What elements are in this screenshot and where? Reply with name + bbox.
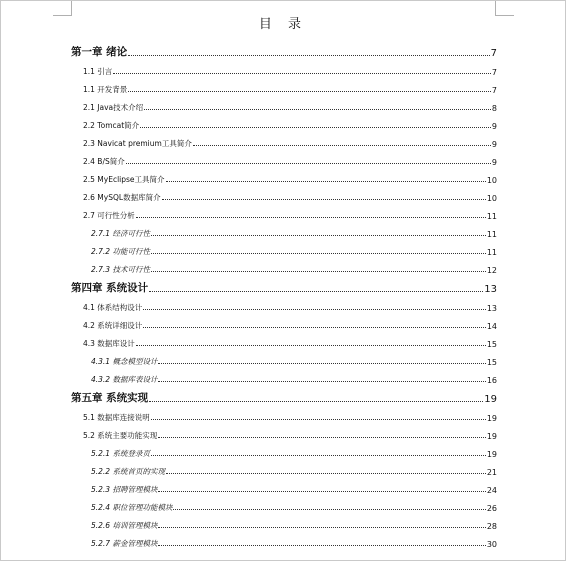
toc-entry[interactable] bbox=[71, 95, 497, 113]
toc-entry[interactable] bbox=[71, 295, 497, 313]
toc-page-number: 13 bbox=[484, 284, 497, 295]
toc-dot-leader bbox=[128, 55, 489, 56]
toc-entry[interactable] bbox=[71, 77, 497, 95]
toc-dot-leader bbox=[151, 235, 486, 236]
toc-page-number: 24 bbox=[486, 486, 497, 495]
toc-dot-leader bbox=[126, 163, 491, 164]
toc-entry[interactable] bbox=[71, 257, 497, 275]
toc-dot-leader bbox=[128, 91, 491, 92]
toc-entry[interactable] bbox=[71, 167, 497, 185]
toc-entry[interactable] bbox=[71, 239, 497, 257]
toc-entry-text: 1.1 引言 bbox=[83, 67, 113, 76]
toc-dot-leader bbox=[151, 253, 486, 254]
toc-entry-text: 2.7.2 功能可行性 bbox=[91, 247, 150, 256]
toc-entry[interactable] bbox=[71, 441, 497, 459]
toc-page-number: 19 bbox=[486, 450, 497, 459]
toc-dot-leader bbox=[158, 527, 485, 528]
toc-page-number: 7 bbox=[491, 86, 497, 95]
toc-entry[interactable] bbox=[71, 459, 497, 477]
toc-dot-leader bbox=[158, 545, 485, 546]
toc-page-number: 15 bbox=[486, 340, 497, 349]
toc-page-number: 9 bbox=[491, 158, 497, 167]
toc-entry-text: 2.7.3 技术可行性 bbox=[91, 265, 150, 274]
toc-entry[interactable] bbox=[71, 513, 497, 531]
toc-dot-leader bbox=[151, 419, 486, 420]
toc-entry-text: 第一章 绪论 bbox=[71, 46, 128, 58]
toc-entry[interactable] bbox=[71, 313, 497, 331]
toc-dot-leader bbox=[144, 109, 491, 110]
toc-entry[interactable] bbox=[71, 477, 497, 495]
toc-entry[interactable] bbox=[71, 39, 497, 59]
toc-entry-text: 5.2.7 薪金管理模块 bbox=[91, 539, 158, 548]
toc-entry[interactable] bbox=[71, 131, 497, 149]
toc-page-number: 21 bbox=[486, 468, 497, 477]
toc-entry-text: 5.2.6 培训管理模块 bbox=[91, 521, 158, 530]
toc-page-number: 9 bbox=[491, 140, 497, 149]
toc-page-number: 28 bbox=[486, 522, 497, 531]
toc-page-number: 9 bbox=[491, 122, 497, 131]
toc-entry[interactable] bbox=[71, 221, 497, 239]
toc-entry-text: 2.7 可行性分析 bbox=[83, 211, 135, 220]
toc-page-number: 14 bbox=[486, 322, 497, 331]
toc-entry-text: 5.2.1 系统登录页 bbox=[91, 449, 150, 458]
toc-entry-text: 4.3 数据库设计 bbox=[83, 339, 135, 348]
toc-dot-leader bbox=[166, 181, 486, 182]
toc-entry-text: 5.2.2 系统首页的实现 bbox=[91, 467, 165, 476]
table-of-contents bbox=[71, 39, 497, 549]
toc-entry-text: 第五章 系统实现 bbox=[71, 392, 149, 404]
toc-dot-leader bbox=[173, 509, 485, 510]
toc-entry[interactable] bbox=[71, 149, 497, 167]
toc-page-number: 16 bbox=[486, 376, 497, 385]
toc-entry-text: 5.2.4 职位管理功能模块 bbox=[91, 503, 173, 512]
toc-entry[interactable] bbox=[71, 531, 497, 549]
toc-dot-leader bbox=[158, 381, 485, 382]
toc-page-number: 11 bbox=[486, 230, 497, 239]
toc-page-number: 30 bbox=[486, 540, 497, 549]
toc-dot-leader bbox=[113, 73, 491, 74]
toc-dot-leader bbox=[136, 217, 486, 218]
toc-entry[interactable] bbox=[71, 203, 497, 221]
toc-dot-leader bbox=[193, 145, 491, 146]
toc-dot-leader bbox=[151, 271, 486, 272]
toc-dot-leader bbox=[151, 455, 486, 456]
toc-entry-text: 2.3 Navicat premium工具简介 bbox=[83, 139, 192, 148]
toc-page-number: 19 bbox=[486, 414, 497, 423]
toc-entry-text: 5.2 系统主要功能实现 bbox=[83, 431, 158, 440]
toc-page-number: 19 bbox=[486, 432, 497, 441]
toc-entry-text: 5.2.3 招聘管理模块 bbox=[91, 485, 158, 494]
toc-entry[interactable] bbox=[71, 349, 497, 367]
toc-entry-text: 4.1 体系结构设计 bbox=[83, 303, 143, 312]
toc-entry[interactable] bbox=[71, 59, 497, 77]
toc-dot-leader bbox=[158, 437, 486, 438]
toc-entry-text: 1.1 开发背景 bbox=[83, 85, 128, 94]
toc-dot-leader bbox=[149, 401, 483, 402]
toc-page-number: 15 bbox=[486, 358, 497, 367]
toc-entry-text: 第四章 系统设计 bbox=[71, 282, 149, 294]
toc-entry-text: 2.7.1 经济可行性 bbox=[91, 229, 150, 238]
toc-page-number: 8 bbox=[491, 104, 497, 113]
toc-dot-leader bbox=[140, 127, 491, 128]
toc-page-number: 11 bbox=[486, 212, 497, 221]
toc-entry-text: 4.3.1 概念模型设计 bbox=[91, 357, 158, 366]
toc-page-number: 10 bbox=[486, 194, 497, 203]
toc-dot-leader bbox=[149, 291, 483, 292]
toc-entry-text: 2.5 MyEclipse工具简介 bbox=[83, 175, 165, 184]
toc-entry-text: 4.2 系统详细设计 bbox=[83, 321, 143, 330]
toc-entry[interactable] bbox=[71, 185, 497, 203]
toc-entry[interactable] bbox=[71, 113, 497, 131]
toc-entry-text: 5.1 数据库连接说明 bbox=[83, 413, 150, 422]
toc-entry[interactable] bbox=[71, 367, 497, 385]
toc-page-number: 12 bbox=[486, 266, 497, 275]
toc-entry-text: 2.4 B/S简介 bbox=[83, 157, 125, 166]
toc-dot-leader bbox=[143, 327, 486, 328]
toc-dot-leader bbox=[143, 309, 486, 310]
toc-page-number: 13 bbox=[486, 304, 497, 313]
toc-entry-text: 2.6 MySQL数据库简介 bbox=[83, 193, 161, 202]
toc-entry[interactable] bbox=[71, 423, 497, 441]
toc-dot-leader bbox=[166, 473, 486, 474]
toc-page-number: 7 bbox=[491, 68, 497, 77]
toc-entry[interactable] bbox=[71, 385, 497, 405]
toc-dot-leader bbox=[158, 491, 485, 492]
toc-entry-text: 2.1 Java技术介绍 bbox=[83, 103, 144, 112]
toc-title: 目 录 bbox=[258, 17, 308, 32]
toc-entry-text: 2.2 Tomcat简介 bbox=[83, 121, 140, 130]
toc-entry-text: 4.3.2 数据库表设计 bbox=[91, 375, 158, 384]
toc-page-number: 19 bbox=[484, 394, 497, 405]
toc-page-number: 10 bbox=[486, 176, 497, 185]
toc-entry[interactable] bbox=[71, 275, 497, 295]
toc-entry[interactable] bbox=[71, 495, 497, 513]
toc-page-number: 7 bbox=[490, 48, 497, 59]
toc-page-number: 26 bbox=[486, 504, 497, 513]
toc-dot-leader bbox=[162, 199, 486, 200]
toc-entry[interactable] bbox=[71, 331, 497, 349]
toc-dot-leader bbox=[136, 345, 486, 346]
toc-page-number: 11 bbox=[486, 248, 497, 257]
toc-entry[interactable] bbox=[71, 405, 497, 423]
toc-dot-leader bbox=[158, 363, 485, 364]
